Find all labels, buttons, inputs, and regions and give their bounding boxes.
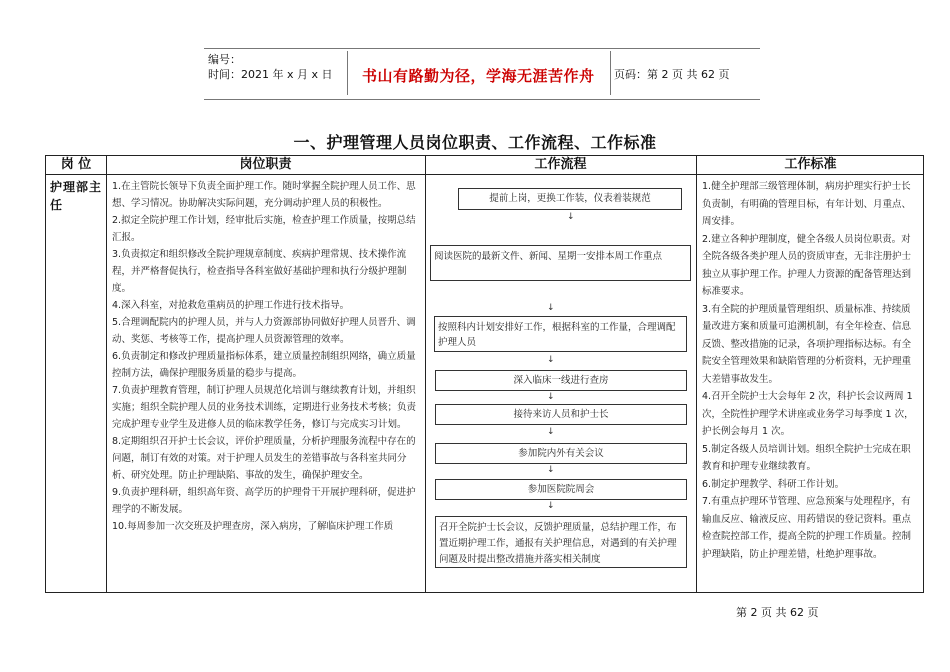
duty-item: 7.负责护理教育管理，制订护理人员规范化培训与继续教育计划，并组织实施；组织全院护理人员的业务技术训练，定期进行业务技术考核；负责完成护理专业学生及进修人员的临床教学任务，修订与完成实习计划。 — [112, 385, 417, 430]
standard-item: 5.制定各级人员培训计划。组织全院护士完成在职教育和护理专业继续教育。 — [702, 443, 911, 472]
flow-step: 按照科内计划安排好工作，根据科室的工作量，合理调配护理人员 — [434, 316, 687, 352]
duty-item: 4.深入科室，对抢救危重病员的护理工作进行技术指导。 — [112, 300, 350, 311]
standard-item: 2.建立各种护理制度，健全各级人员岗位职责。对全院各级各类护理人员的资质审查，无非注册护士独立从事护理工作。护理人力资源的配备管理达到标准要求。 — [702, 233, 912, 297]
standard-item: 4.召开全院护士大会每年 2 次，科护长会议两周 1 次，全院性护理学术讲座或业务学习每季度 1 次，护长例会每月 1 次。 — [702, 391, 914, 437]
post-name: 护理部主任 — [50, 180, 103, 212]
flow-step: 参加医院院周会 — [435, 479, 687, 500]
duties-list — [112, 178, 422, 535]
duty-item: 1.在主管院长领导下负责全面护理工作。随时掌握全院护理人员工作、思想、学习情况。协助解决实际问题，充分调动护理人员的积极性。 — [112, 181, 416, 209]
time-label: 时间：2021 年 x 月 x 日 — [208, 68, 333, 81]
column-divider — [425, 156, 426, 592]
header-post: 岗 位 — [60, 157, 92, 172]
duty-item: 6.负责制定和修改护理质量指标体系，建立质量控制组织网络，确立质量控制方法，确保护理服务质量的稳步与提高。 — [112, 351, 416, 379]
slogan-area — [347, 51, 813, 95]
slogan-box — [347, 51, 611, 95]
flow-arrow: ↓ — [547, 355, 555, 365]
duty-item: 3.负责拟定和组织修改全院护理规章制度、疾病护理常规、技术操作流程，并严格督促执行，检查指导各科室做好基础护理和执行分级护理制度。 — [112, 249, 407, 294]
footer-page-number: 第 2 页 共 62 页 — [736, 606, 819, 619]
duty-item: 2.拟定全院护理工作计划，经审批后实施，检查护理工作质量，按期总结汇报。 — [112, 215, 416, 243]
header-standards: 工作标准 — [784, 157, 837, 172]
number-label: 编号： — [208, 53, 241, 66]
standards-list — [702, 178, 916, 563]
header-meta — [208, 52, 333, 82]
duty-item: 5.合理调配院内的护理人员，并与人力资源部协同做好护理人员晋升、调动、奖惩、考核等工作，提高护理人员资源管理的效率。 — [112, 317, 416, 345]
header-flow: 工作流程 — [534, 157, 587, 172]
duty-item: 8.定期组织召开护士长会议，评价护理质量，分析护理服务流程中存在的问题，制订有效的对策。对于护理人员发生的差错事故与各科室共同分析、研究处理。防止护理缺陷、事故的发生，确保护理安全。 — [112, 436, 416, 481]
duty-item: 9.负责护理科研，组织高年资、高学历的护理骨干开展护理科研，促进护理学的不断发展。 — [112, 487, 416, 515]
page-title: 一、护理管理人员岗位职责、工作流程、工作标准 — [293, 133, 657, 152]
flow-step: 召开全院护士长会议，反馈护理质量，总结护理工作，布置近期护理工作，通报有关护理信息，对遇到的有关护理问题及时提出整改措施并落实相关制度 — [435, 516, 687, 568]
header-duties: 岗位职责 — [239, 157, 292, 172]
header-row-divider — [46, 174, 923, 175]
column-divider — [696, 156, 697, 592]
flow-step: 接待来访人员和护士长 — [435, 404, 687, 425]
flow-step: 参加院内外有关会议 — [435, 443, 687, 464]
header-page-number: 页码：第 2 页 共 62 页 — [614, 68, 730, 81]
flow-arrow: ↓ — [547, 427, 555, 437]
flow-arrow: ↓ — [547, 303, 555, 313]
standard-item: 1.健全护理部三级管理体制，病房护理实行护士长负责制，有明确的管理目标，有年计划、月重点、周安排。 — [702, 181, 912, 227]
slogan-text: 书山有路勤为径，学海无涯苦作舟 — [362, 67, 595, 85]
flow-arrow: ↓ — [547, 465, 555, 475]
flow-arrow: ↓ — [547, 501, 555, 511]
standard-item: 3.有全院的护理质量管理组织、质量标准、持续质量改进方案和质量可追溯机制，有全年检查、信息反馈、整改措施的记录，各项护理指标达标。有全院安全管理效果和缺陷管理的分析资料，无护理重大差错事故发生。 — [702, 303, 912, 385]
column-divider — [106, 156, 107, 592]
flow-step: 阅读医院的最新文件、新闻、星期一安排本周工作重点 — [430, 245, 691, 281]
flow-arrow: ↓ — [547, 392, 555, 402]
flow-step: 深入临床一线进行查房 — [435, 370, 687, 391]
standard-item: 6.制定护理教学、科研工作计划。 — [702, 478, 845, 490]
flow-arrow: ↓ — [567, 212, 575, 222]
flow-step: 提前上岗，更换工作装，仪表着装规范 — [458, 188, 682, 210]
standard-item: 7.有重点护理环节管理、应急预案与处理程序，有输血反应、输液反应、用药错误的登记资料。重点检查院控部工作，提高全院的护理工作质量。控制护理缺陷，防止护理差错，杜绝护理事故。 — [702, 496, 912, 560]
duty-table — [45, 155, 924, 593]
duty-item: 10.每周参加一次交班及护理查房，深入病房，了解临床护理工作质 — [112, 521, 394, 532]
document-header — [204, 48, 760, 100]
